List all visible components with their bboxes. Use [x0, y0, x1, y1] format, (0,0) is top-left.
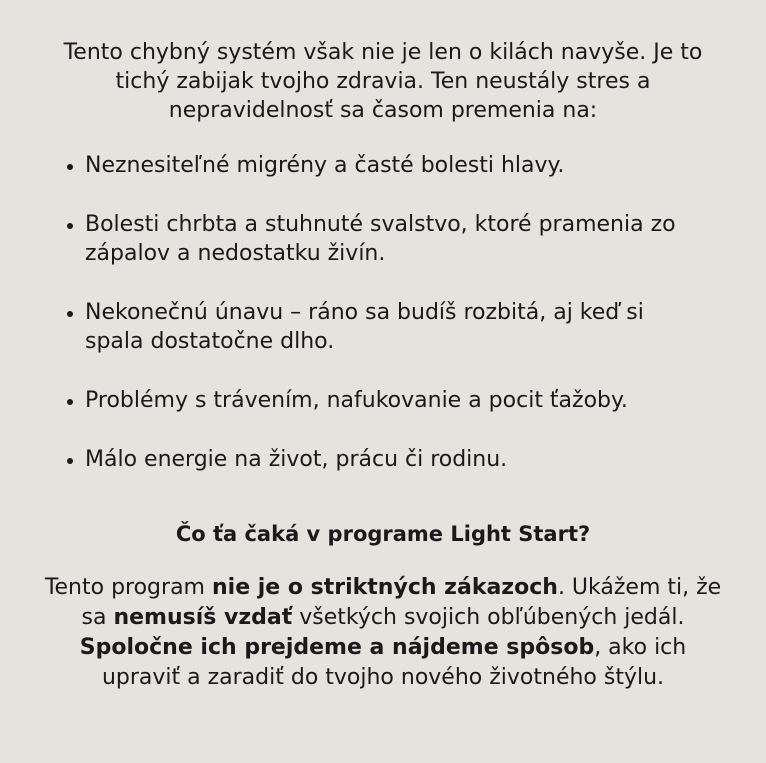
closing-paragraph — [40, 573, 726, 693]
list-item — [85, 151, 686, 180]
list-item-text: Neznesiteľné migrény a časté bolesti hlavy. — [85, 153, 565, 178]
closing-text-1: Tento program — [44, 575, 212, 600]
bullet-icon — [67, 458, 73, 464]
bullet-icon — [67, 223, 73, 229]
list-item-text: Problémy s trávením, nafukovanie a pocit ťažoby. — [85, 388, 628, 413]
list-item-text: Málo energie na život, prácu či rodinu. — [85, 447, 508, 472]
intro-paragraph: Tento chybný systém však nie je len o kilách navyše. Je to tichý zabijak tvojho zdravia. Ten neustály stres a nepravidelnosť sa časom premenia na: — [63, 40, 703, 123]
bullet-icon — [67, 164, 73, 170]
list-item — [85, 210, 686, 268]
program-heading: Čo ťa čaká v programe Light Start? — [175, 522, 591, 546]
closing-text-3: všetkých svojich obľúbených jedál. — [292, 605, 685, 630]
list-item-text: Nekonečnú únavu – ráno sa budíš rozbitá, aj keď si spala dostatočne dlho. — [85, 300, 644, 354]
bullet-icon — [67, 399, 73, 405]
closing-text-4: , ako ich upraviť a zaradiť do tvojho nového životného štýlu. — [101, 635, 687, 690]
bullet-icon — [67, 311, 73, 317]
list-item — [85, 445, 686, 474]
closing-bold-2: nemusíš vzdať — [113, 605, 293, 630]
list-item-text: Bolesti chrbta a stuhnuté svalstvo, ktoré pramenia zo zápalov a nedostatku živín. — [85, 212, 676, 266]
symptom-list — [40, 151, 726, 474]
closing-bold-1: nie je o striktných zákazoch — [211, 575, 558, 600]
list-item — [85, 386, 686, 415]
closing-text-2: . Ukážem ti, že sa — [81, 575, 722, 630]
list-item — [85, 298, 686, 356]
closing-bold-3: Spoločne ich prejdeme a nájdeme spôsob — [79, 635, 595, 660]
